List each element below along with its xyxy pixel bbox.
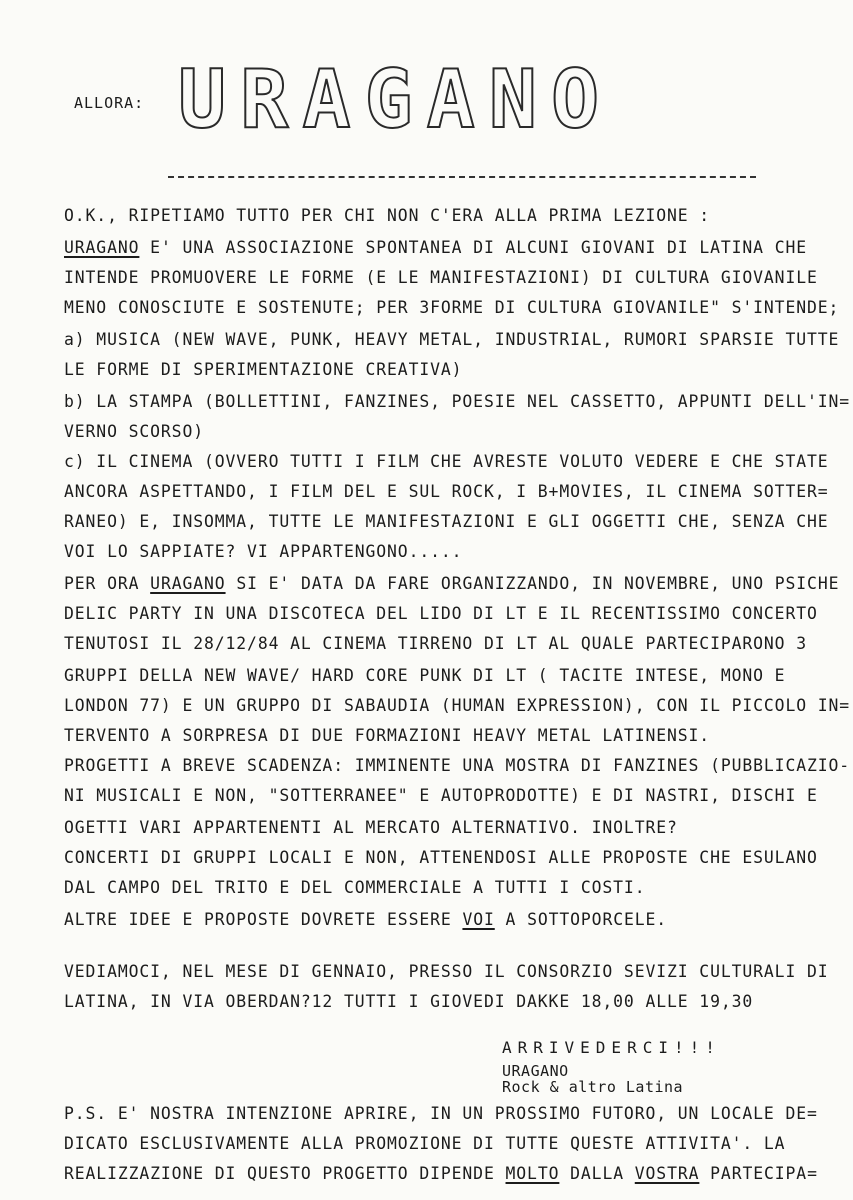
text-line: TENUTOSI IL 28/12/84 AL CINEMA TIRRENO DI LT AL QUALE PARTECIPARONO 3 <box>64 634 807 653</box>
molto-underlined: MOLTO <box>505 1164 560 1183</box>
text-line: VEDIAMOCI, NEL MESE DI GENNAIO, PRESSO IL CONSORZIO SEVIZI CULTURALI DI <box>64 962 829 981</box>
text-line: PER ORA URAGANO SI E' DATA DA FARE ORGANIZZANDO, IN NOVEMBRE, UNO PSICHE <box>64 574 840 593</box>
voi-underlined: VOI <box>462 910 495 929</box>
text-line: RANEO) E, INSOMMA, TUTTE LE MANIFESTAZIONI E GLI OGGETTI CHE, SENZA CHE <box>64 512 829 531</box>
text-line: LATINA, IN VIA OBERDAN?12 TUTTI I GIOVEDI DAKKE 18,00 ALLE 19,30 <box>64 992 754 1011</box>
text-line: P.S. E' NOSTRA INTENZIONE APRIRE, IN UN PROSSIMO FUTORO, UN LOCALE DE= <box>64 1104 818 1123</box>
signature-name: URAGANO <box>502 1062 569 1080</box>
text-line: DAL CAMPO DEL TRITO E DEL COMMERCIALE A TUTTI I COSTI. <box>64 878 646 897</box>
uragano-logo: URAGANO <box>178 53 614 146</box>
text-line: TERVENTO A SORPRESA DI DUE FORMAZIONI HEAVY METAL LATINENSI. <box>64 726 711 745</box>
uragano-underlined: URAGANO <box>150 574 226 593</box>
signature-subtitle: Rock & altro Latina <box>502 1078 684 1096</box>
intro-label: ALLORA: <box>74 94 145 112</box>
text-line: OGETTI VARI APPARTENENTI AL MERCATO ALTERNATIVO. INOLTRE? <box>64 818 678 837</box>
text-line: MENO CONOSCIUTE E SOSTENUTE; PER 3FORME DI CULTURA GIOVANILE" S'INTENDE; <box>64 298 840 317</box>
text-line: DELIC PARTY IN UNA DISCOTECA DEL LIDO DI LT E IL RECENTISSIMO CONCERTO <box>64 604 818 623</box>
dashed-divider <box>168 176 756 178</box>
text-line: URAGANO E' UNA ASSOCIAZIONE SPONTANEA DI ALCUNI GIOVANI DI LATINA CHE <box>64 238 808 257</box>
text-line: INTENDE PROMUOVERE LE FORME (E LE MANIFESTAZIONI) DI CULTURA GIOVANILE <box>64 268 818 287</box>
text-line: VERNO SCORSO) <box>64 422 204 441</box>
text-line: DICATO ESCLUSIVAMENTE ALLA PROMOZIONE DI TUTTE QUESTE ATTIVITA'. LA <box>64 1134 786 1153</box>
text-line: O.K., RIPETIAMO TUTTO PER CHI NON C'ERA ALLA PRIMA LEZIONE : <box>64 206 711 225</box>
text-line: b) LA STAMPA (BOLLETTINI, FANZINES, POESIE NEL CASSETTO, APPUNTI DELL'IN= <box>64 392 851 411</box>
vostra-underlined: VOSTRA <box>634 1164 700 1183</box>
text-line: CONCERTI DI GRUPPI LOCALI E NON, ATTENENDOSI ALLE PROPOSTE CHE ESULANO <box>64 848 818 867</box>
text-line: GRUPPI DELLA NEW WAVE/ HARD CORE PUNK DI LT ( TACITE INTESE, MONO E <box>64 666 786 685</box>
text-line: LE FORME DI SPERIMENTAZIONE CREATIVA) <box>64 360 463 379</box>
text-line: ALTRE IDEE E PROPOSTE DOVRETE ESSERE VOI A SOTTOPORCELE. <box>64 910 668 929</box>
text-line: a) MUSICA (NEW WAVE, PUNK, HEAVY METAL, INDUSTRIAL, RUMORI SPARSIE TUTTE <box>64 330 840 349</box>
text-line: c) IL CINEMA (OVVERO TUTTI I FILM CHE AVRESTE VOLUTO VEDERE E CHE STATE <box>64 452 829 471</box>
text-line: ANCORA ASPETTANDO, I FILM DEL E SUL ROCK, I B+MOVIES, IL CINEMA SOTTER= <box>64 482 829 501</box>
text-line: LONDON 77) E UN GRUPPO DI SABAUDIA (HUMAN EXPRESSION), CON IL PICCOLO IN= <box>64 696 851 715</box>
text-line: REALIZZAZIONE DI QUESTO PROGETTO DIPENDE MOLTO DALLA VOSTRA PARTECIPA= <box>64 1164 818 1183</box>
text-line: NI MUSICALI E NON, "SOTTERRANEE" E AUTOPRODOTTE) E DI NASTRI, DISCHI E <box>64 786 818 805</box>
uragano-underlined: URAGANO <box>64 238 140 257</box>
text-line: PROGETTI A BREVE SCADENZA: IMMINENTE UNA MOSTRA DI FANZINES (PUBBLICAZIO- <box>64 756 851 775</box>
text-line: VOI LO SAPPIATE? VI APPARTENGONO..... <box>64 542 463 561</box>
farewell-text: ARRIVEDERCI!!! <box>502 1038 721 1057</box>
